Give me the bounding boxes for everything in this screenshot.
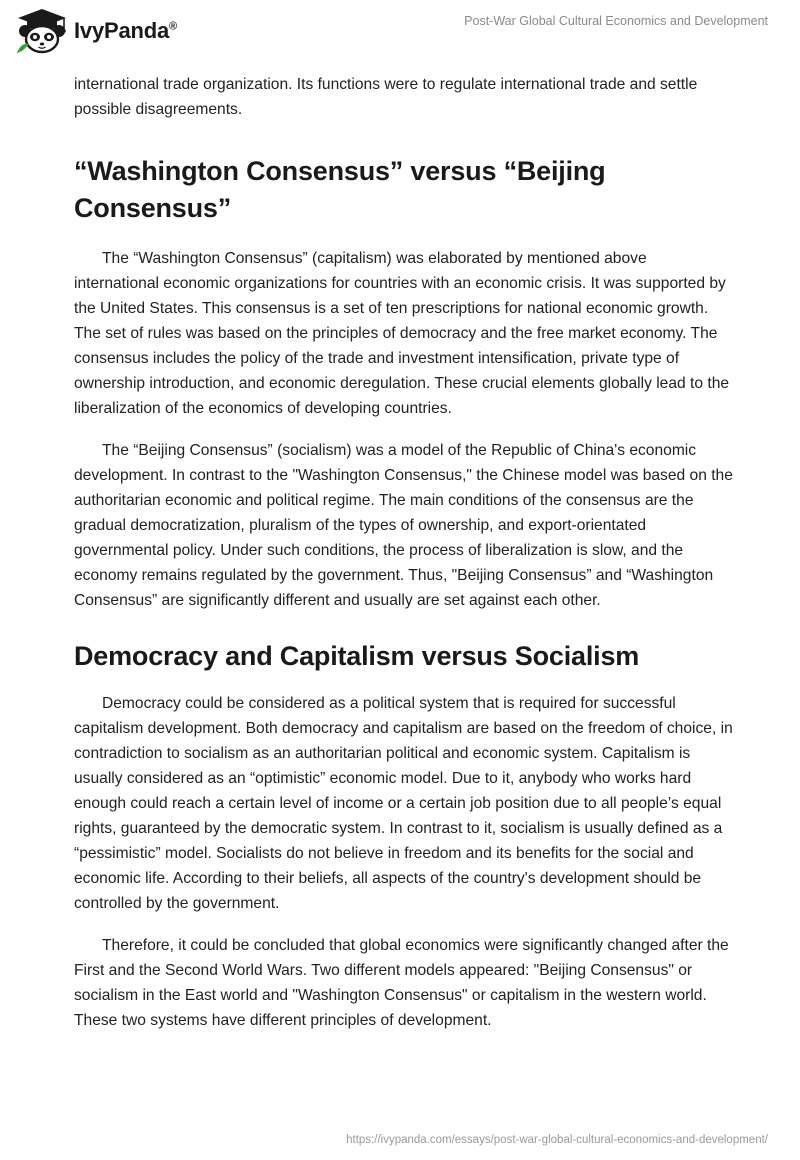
intro-continuation-paragraph: international trade organization. Its functions were to regulate international trade and settle possible disagreements.	[74, 76, 698, 118]
document-title: Post-War Global Cultural Economics and Development	[464, 14, 768, 28]
body-paragraph: Democracy could be considered as a political system that is required for successful capitalism development. Both democracy and capitalism are based on the freedom of choice, in contradiction to socialism as an authoritarian political and economic system. Capitalism is usually considered as an “optimistic” economic model. Due to it, anybody who works hard enough could reach a certain level of income or a certain job position due to all people’s equal rights, guaranteed by the democratic system. In contrast to it, socialism is usually defined as a “pessimistic” model. Socialists do not believe in freedom and its benefits for the social and economic life. According to their beliefs, all aspects of the country's development should be controlled by the government.	[74, 695, 733, 912]
section-heading-washington-vs-beijing: “Washington Consensus” versus “Beijing Consensus”	[74, 156, 606, 223]
source-url-link[interactable]: https://ivypanda.com/essays/post-war-global-cultural-economics-and-development/	[346, 1134, 768, 1146]
body-paragraph: Therefore, it could be concluded that global economics were significantly changed after the First and the Second World Wars. Two different models appeared: "Beijing Consensus" or socialism in the East world and "Washington Consensus" or capitalism in the western world. These two systems have different principles of development.	[74, 937, 729, 1029]
ivypanda-logo[interactable]	[14, 6, 177, 56]
logo-wordmark: IvyPanda®	[74, 18, 177, 43]
essay-body	[74, 72, 734, 1033]
body-paragraph: The “Washington Consensus” (capitalism) was elaborated by mentioned above international economic organizations for countries with an economic crisis. It was supported by the United States. This consensus is a set of ten prescriptions for national economic growth. The set of rules was based on the principles of democracy and the free market economy. The consensus includes the policy of the trade and investment intensification, private type of ownership introduction, and economic deregulation. These crucial elements globally lead to the liberalization of the economics of developing countries.	[74, 250, 730, 417]
body-paragraph: The “Beijing Consensus” (socialism) was a model of the Republic of China's economic development. In contrast to the "Washington Consensus," the Chinese model was based on the authoritarian economic and political regime. The main conditions of the consensus are the gradual democratization, pluralism of the types of ownership, and export-orientated governmental policy. Under such conditions, the process of liberalization is slow, and the economy remains regulated by the government. Thus, "Beijing Consensus” and “Washington Consensus” are significantly different and usually are set against each other.	[74, 442, 733, 609]
page-header	[0, 0, 800, 64]
panda-graduate-icon	[14, 6, 70, 56]
section-heading-democracy-capitalism-socialism: Democracy and Capitalism versus Socialism	[74, 641, 640, 671]
